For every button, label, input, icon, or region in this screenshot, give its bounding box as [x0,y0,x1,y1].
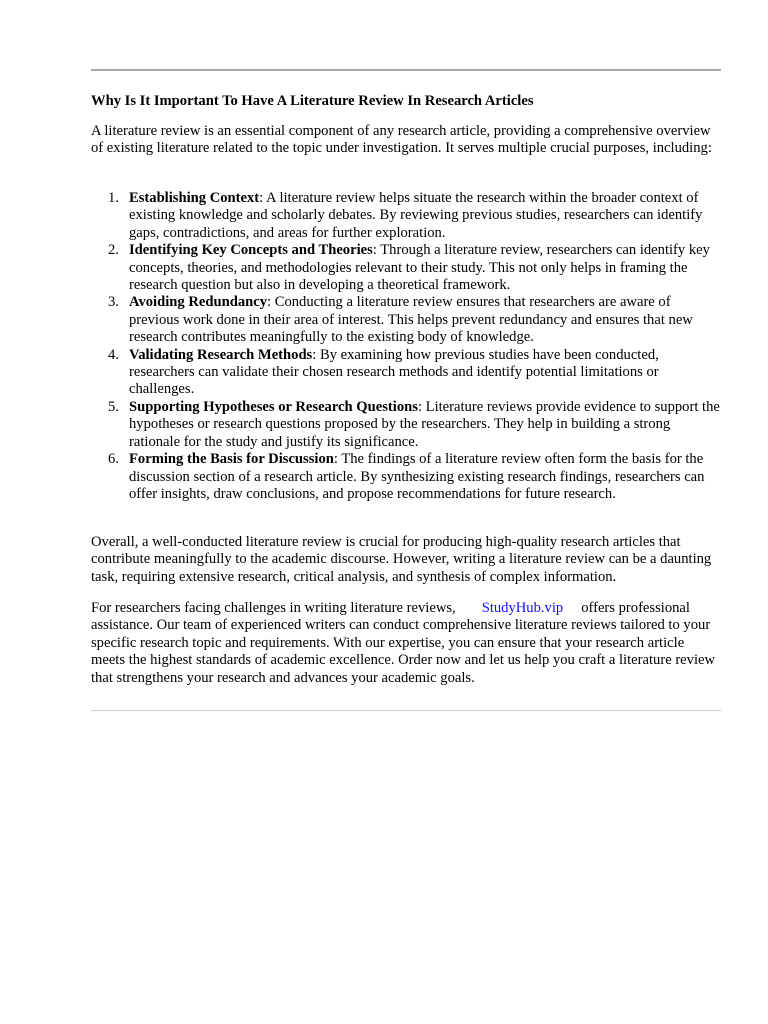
article-title: Why Is It Important To Have A Literature Review In Research Articles [91,93,534,109]
list-separator: : [259,190,264,206]
list-term: Forming the Basis for Discussion [129,451,334,468]
list-separator: : [312,346,317,363]
list-text: By examining how previous studies have been conducted, researchers can validate their chosen research methods and identify potential limitations or challenges. [129,346,659,398]
list-text: The findings of a literature review often form the basis for the discussion section of a research article. By synthesizing existing research findings, researchers can offer insights, draw conclusions, and propose recommendations for future research. [129,451,705,502]
list-item [91,242,721,294]
list-term: Avoiding Redundancy [129,294,268,311]
purposes-list [91,190,721,503]
list-number: 5. [108,398,119,415]
list-term: Establishing Context [129,190,260,206]
list-item [91,190,721,242]
list-term: Validating Research Methods [129,346,313,363]
intro-paragraph: A literature review is an essential component of any research article, providing a comprehensive overview of existing literature related to the topic under investigation. It serves multiple crucial purposes, including: [91,123,712,157]
list-item [91,347,721,399]
overall-paragraph: Overall, a well-conducted literature review is crucial for producing high-quality research articles that contribute meaningfully to the academic discourse. However, writing a literature review can be a daunting task, requiring extensive research, critical analysis, and synthesis of complex information. [91,534,712,585]
list-number: 4. [108,346,119,363]
list-term: Supporting Hypotheses or Research Questions [129,398,418,415]
list-item [91,451,721,503]
list-text: Literature reviews provide evidence to support the hypotheses or research questions proposed by the researchers. They help in building a strong rationale for the study and justify its significance. [129,398,720,450]
list-number: 6. [108,451,119,468]
list-item [91,294,721,346]
list-text: A literature review helps situate the research within the broader context of existing knowledge and scholarly debates. By reviewing previous studies, researchers can identify gaps, contradictions, and areas for further exploration. [129,190,703,241]
closing-text-after: offers professional assistance. Our team of experienced writers can conduct comprehensive literature reviews tailored to your specific research topic and requirements. With our expertise, you can ensure that your research article meets the highest standards of academic excellence. Order now and let us help you craft a literature review that strengthens your research and advances your academic goals. [91,600,716,686]
closing-paragraph [91,600,721,687]
list-text: Through a literature review, researchers can identify key concepts, theories, and methodologies relevant to their study. This not only helps in framing the research question but also in developing a theoretical framework. [129,242,710,294]
list-separator: : [417,398,422,415]
list-term: Identifying Key Concepts and Theories [129,242,373,259]
list-text: Conducting a literature review ensures that researchers are aware of previous work done in their area of interest. This helps prevent redundancy and ensures that new research contributes meaningfully to the existing body of knowledge. [129,294,693,346]
list-number: 2. [108,242,119,259]
list-separator: : [267,294,272,311]
bottom-divider [91,710,721,711]
list-number: 1. [108,190,119,206]
list-separator: : [333,451,338,468]
top-divider [91,69,721,71]
studyhub-link[interactable]: StudyHub.vip [481,600,564,616]
list-number: 3. [108,294,119,311]
list-item [91,399,721,451]
list-separator: : [372,242,377,259]
closing-text-before: For researchers facing challenges in writing literature reviews, [91,600,456,616]
